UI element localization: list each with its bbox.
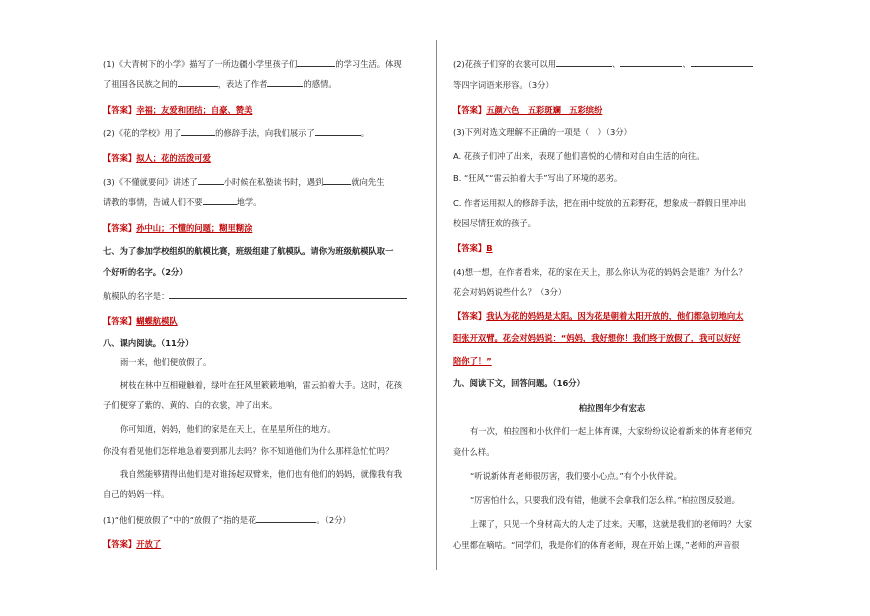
passage-paragraph-3: 你可知道，妈妈，他们的家是在天上，在星星所住的地方。 xyxy=(120,424,336,434)
blank[interactable] xyxy=(315,126,361,136)
answer-4: 【答案】蝴蝶航模队 xyxy=(103,316,178,326)
blank[interactable] xyxy=(297,57,335,67)
reading-paragraph-1-line-1: 有一次，柏拉图和小伙伴们一起上体育课，大家纷纷议论着新来的体育老师究 xyxy=(470,426,753,436)
reading-paragraph-4-line-1: 上课了，只见一个身材高大的人走了过来。天哪，这就是我们的老师吗？大家 xyxy=(470,519,753,529)
sub-question-3: (3)下列对选文理解不正确的一项是（ ）（3分） xyxy=(453,127,632,137)
question-2: (2)《花的学校》用了 的修辞手法，向我们展示了 。 xyxy=(103,128,370,138)
reading-paragraph-1-line-2: 竟什么样。 xyxy=(453,447,495,457)
passage-paragraph-2-line-1: 树枝在林中互相碰触着，绿叶在狂风里簌簌地响，雷云拍着大手。这时，花孩 xyxy=(120,380,403,390)
blank[interactable] xyxy=(198,175,224,185)
answer-6: 【答案】五颜六色 五彩斑斓 五彩缤纷 xyxy=(453,105,603,115)
blank[interactable] xyxy=(181,126,215,136)
sub-question-1: (1)“他们便放假了”中的“放假了”指的是花 。（2分） xyxy=(103,515,351,525)
question-3-line-1: (3)《不懂就要问》讲述了 小时候在私塾读书时，遇到 就向先生 xyxy=(103,177,385,187)
left-column xyxy=(103,0,425,616)
option-c-line-1[interactable]: C. 作者运用拟人的修辞手法，把在雨中绽放的五彩野花，想象成一群假日里冲出 xyxy=(453,198,747,208)
blank[interactable] xyxy=(203,195,237,205)
passage-paragraph-2-line-2: 子们便穿了紫的、黄的、白的衣裳，冲了出来。 xyxy=(103,400,278,410)
question-3-line-2: 请教的事情，告诫人们不要 地学。 xyxy=(103,197,262,207)
blank[interactable] xyxy=(178,77,218,87)
reading-paragraph-4-line-2: 心里都在嘀咕。“同学们，我是你们的体育老师，现在开始上课，”老师的声音很 xyxy=(453,540,740,550)
passage-paragraph-5-line-2: 自己的妈妈一样。 xyxy=(103,489,170,499)
reading-paragraph-2: “听说新体育老师很厉害，我们要小心点。”有个小伙伴说。 xyxy=(470,471,682,481)
blank[interactable] xyxy=(691,57,753,67)
team-name-blank[interactable] xyxy=(169,289,407,299)
blank[interactable] xyxy=(256,513,316,523)
question-8-heading: 八、课内阅读。（11分） xyxy=(103,338,194,348)
question-1-line-1: (1)《大青树下的小学》描写了一所边疆小学里孩子们 的学习生活。体现 xyxy=(103,59,402,69)
answer-7: 【答案】B xyxy=(453,243,493,253)
reading-paragraph-3: “厉害怕什么，只要我们没有错，他就不会拿我们怎么样。”柏拉图反驳道。 xyxy=(470,495,740,505)
answer-3: 【答案】孙中山；不懂的问题；糊里糊涂 xyxy=(103,223,253,233)
team-name-line: 航模队的名字是： xyxy=(103,289,425,302)
answer-8-line-1: 【答案】我认为花的妈妈是太阳。因为花是朝着太阳开放的，他们都急切地向太 xyxy=(453,311,744,321)
answer-1: 【答案】幸福；友爱和团结；自豪、赞美 xyxy=(103,105,253,115)
question-1-line-2: 了祖国各民族之间的 ，表达了作者 的感情。 xyxy=(103,79,337,89)
question-9-heading: 九、阅读下文，回答问题。（16分） xyxy=(453,378,585,388)
answer-8-line-2: 阳张开双臂。花会对妈妈说：“妈妈，我好想你！我们终于放假了，我可以好好 xyxy=(453,333,741,343)
sub-question-2-line-2: 等四字词语来形容。（3分） xyxy=(453,80,554,90)
blank[interactable] xyxy=(323,175,351,185)
question-7-line-2: 个好听的名字。（2分） xyxy=(103,267,188,277)
passage-paragraph-5-line-1: 我自然能够猜得出他们是对谁扬起双臂来，他们也有他们的妈妈，就像我有我 xyxy=(120,469,403,479)
answer-8-line-3: 陪你了！” xyxy=(453,356,492,366)
sub-question-2-line-1: (2)花孩子们穿的衣裳可以用 、 、 xyxy=(453,57,771,70)
blank[interactable] xyxy=(620,57,682,67)
blank[interactable] xyxy=(556,57,612,67)
option-b[interactable]: B. “狂风”“雷云拍着大手”写出了环境的恶劣。 xyxy=(453,173,623,183)
answer-2: 【答案】拟人；花的活泼可爱 xyxy=(103,153,211,163)
answer-5: 【答案】开放了 xyxy=(103,539,162,549)
option-c-line-2: 校园尽情狂欢的孩子。 xyxy=(453,218,536,228)
passage-title: 柏拉图年少有宏志 xyxy=(578,403,646,413)
passage-paragraph-1: 雨一来，他们便放假了。 xyxy=(120,357,212,367)
passage-paragraph-4: 你没有看见他们怎样地急着要到那儿去吗？你不知道他们为什么那样急忙忙吗？ xyxy=(103,446,394,456)
column-divider xyxy=(436,40,437,570)
sub-question-4-line-1: (4)想一想，在作者看来，花的家在天上，那么你认为花的妈妈会是谁？为什么？ xyxy=(453,267,747,277)
option-a[interactable]: A. 花孩子们冲了出来，表现了他们喜悦的心情和对自由生活的向往。 xyxy=(453,151,705,161)
question-7-line-1: 七、为了参加学校组织的航模比赛，班级组建了航模队。请你为班级航模队取一 xyxy=(103,246,394,256)
sub-question-4-line-2: 花会对妈妈说些什么？（3分） xyxy=(453,287,567,297)
blank[interactable] xyxy=(267,77,303,87)
right-column xyxy=(453,0,771,616)
